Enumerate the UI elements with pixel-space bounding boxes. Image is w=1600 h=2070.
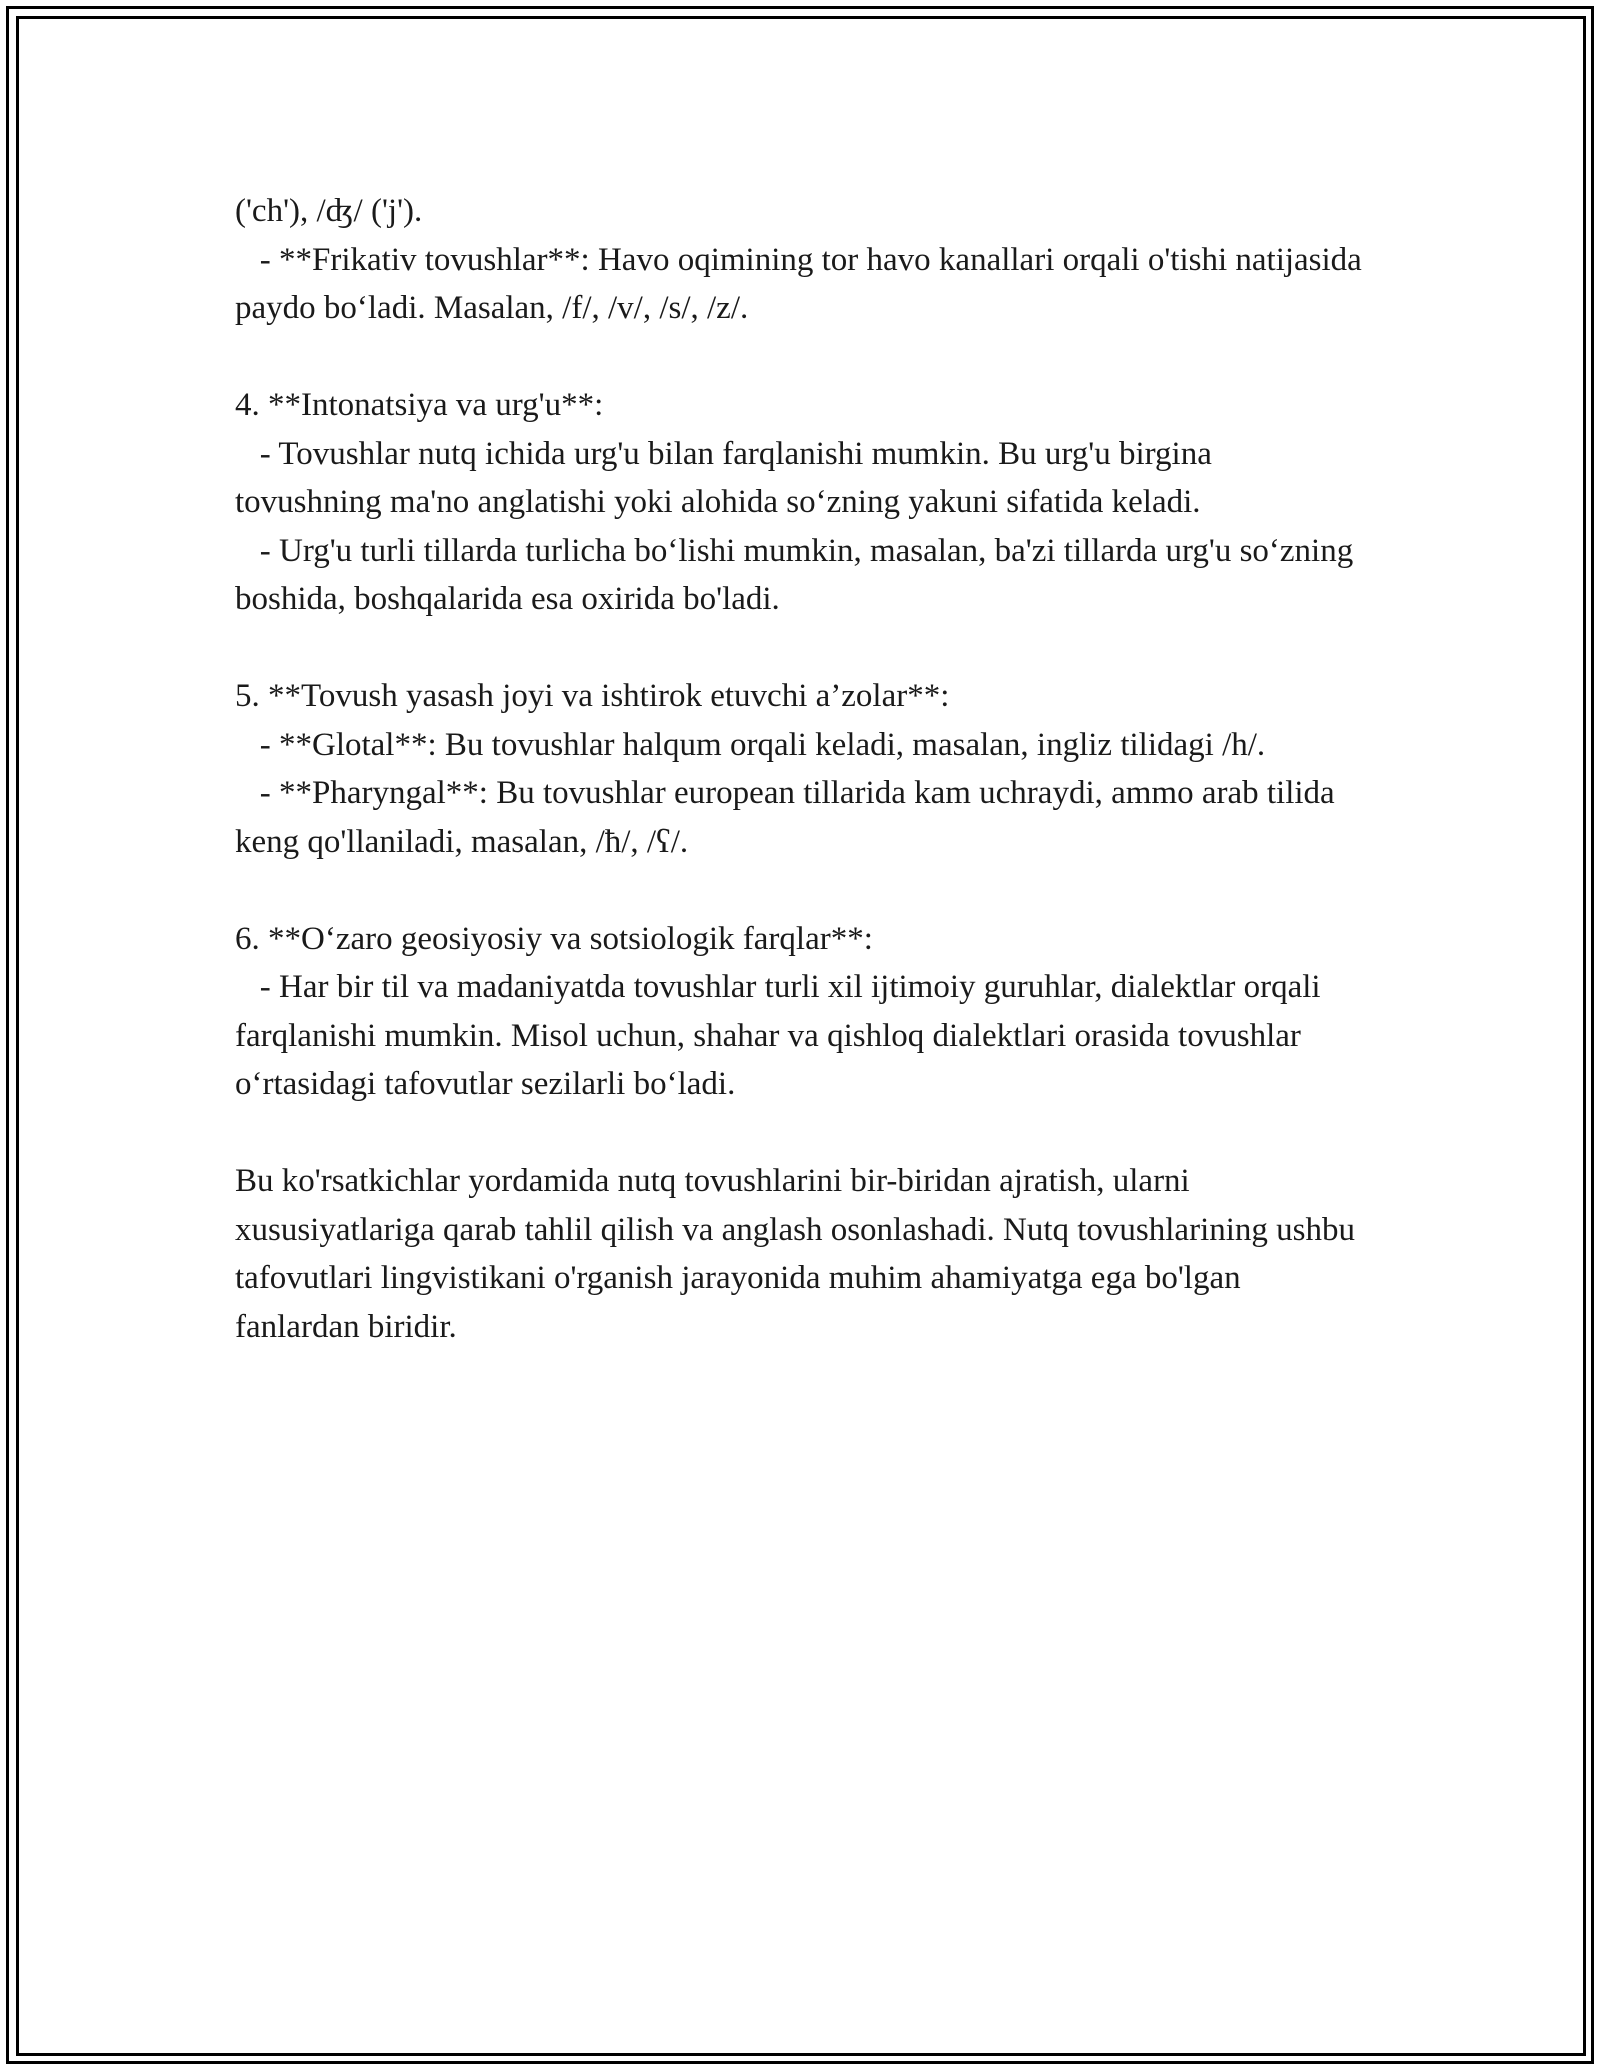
paragraph-gap [235, 866, 1365, 915]
paragraph-sociolinguistic: 6. **Oʻzaro geosiyosiy va sotsiologik farqlar**: - Har bir til va madaniyatda tovushlar turli xil ijtimoiy guruhlar, dialektlar orqali farqlanishi mumkin. Misol uchun, shahar va qishloq dialektlari orasida tovushlar oʻrtasidagi tafovutlar sezilarli boʻladi. [235, 920, 1321, 1102]
paragraph-intonation: 4. **Intonatsiya va urg'u**: - Tovushlar nutq ichida urg'u bilan farqlanishi mumkin. Bu urg'u birgina tovushning ma'no anglatishi yoki alohida soʻzning yakuni sifatida keladi. - Urg'u turli tillarda turlicha boʻlishi mumkin, masalan, ba'zi tillarda urg'u soʻzning boshida, boshqalarida esa oxirida bo'ladi. [235, 387, 1354, 617]
paragraph-consonants-continued: ('ch'), /ʤ/ ('j'). - **Frikativ tovushlar**: Havo oqimining tor havo kanallari orqali o'tishi natijasida paydo boʻladi. Masalan, /f/, /v/, /s/, /z/. [235, 193, 1362, 326]
paragraph-gap [235, 333, 1365, 382]
paragraph-gap [235, 624, 1365, 673]
paragraph-place-of-articulation: 5. **Tovush yasash joyi va ishtirok etuvchi a’zolar**: - **Glotal**: Bu tovushlar halqum orqali keladi, masalan, ingliz tilidagi /h/. - **Pharyngal**: Bu tovushlar european tillarida kam uchraydi, ammo arab tilida keng qo'llaniladi, masalan, /ħ/, /ʕ/. [235, 678, 1335, 860]
paragraph-conclusion: Bu ko'rsatkichlar yordamida nutq tovushlarini bir-biridan ajratish, ularni xususiyatlariga qarab tahlil qilish va anglash osonlashadi. Nutq tovushlarining ushbu tafovutlari lingvistikani o'rganish jarayonida muhim ahamiyatga ega bo'lgan fanlardan biridir. [235, 1163, 1364, 1345]
document-body [235, 187, 1365, 1351]
paragraph-gap [235, 1109, 1365, 1158]
